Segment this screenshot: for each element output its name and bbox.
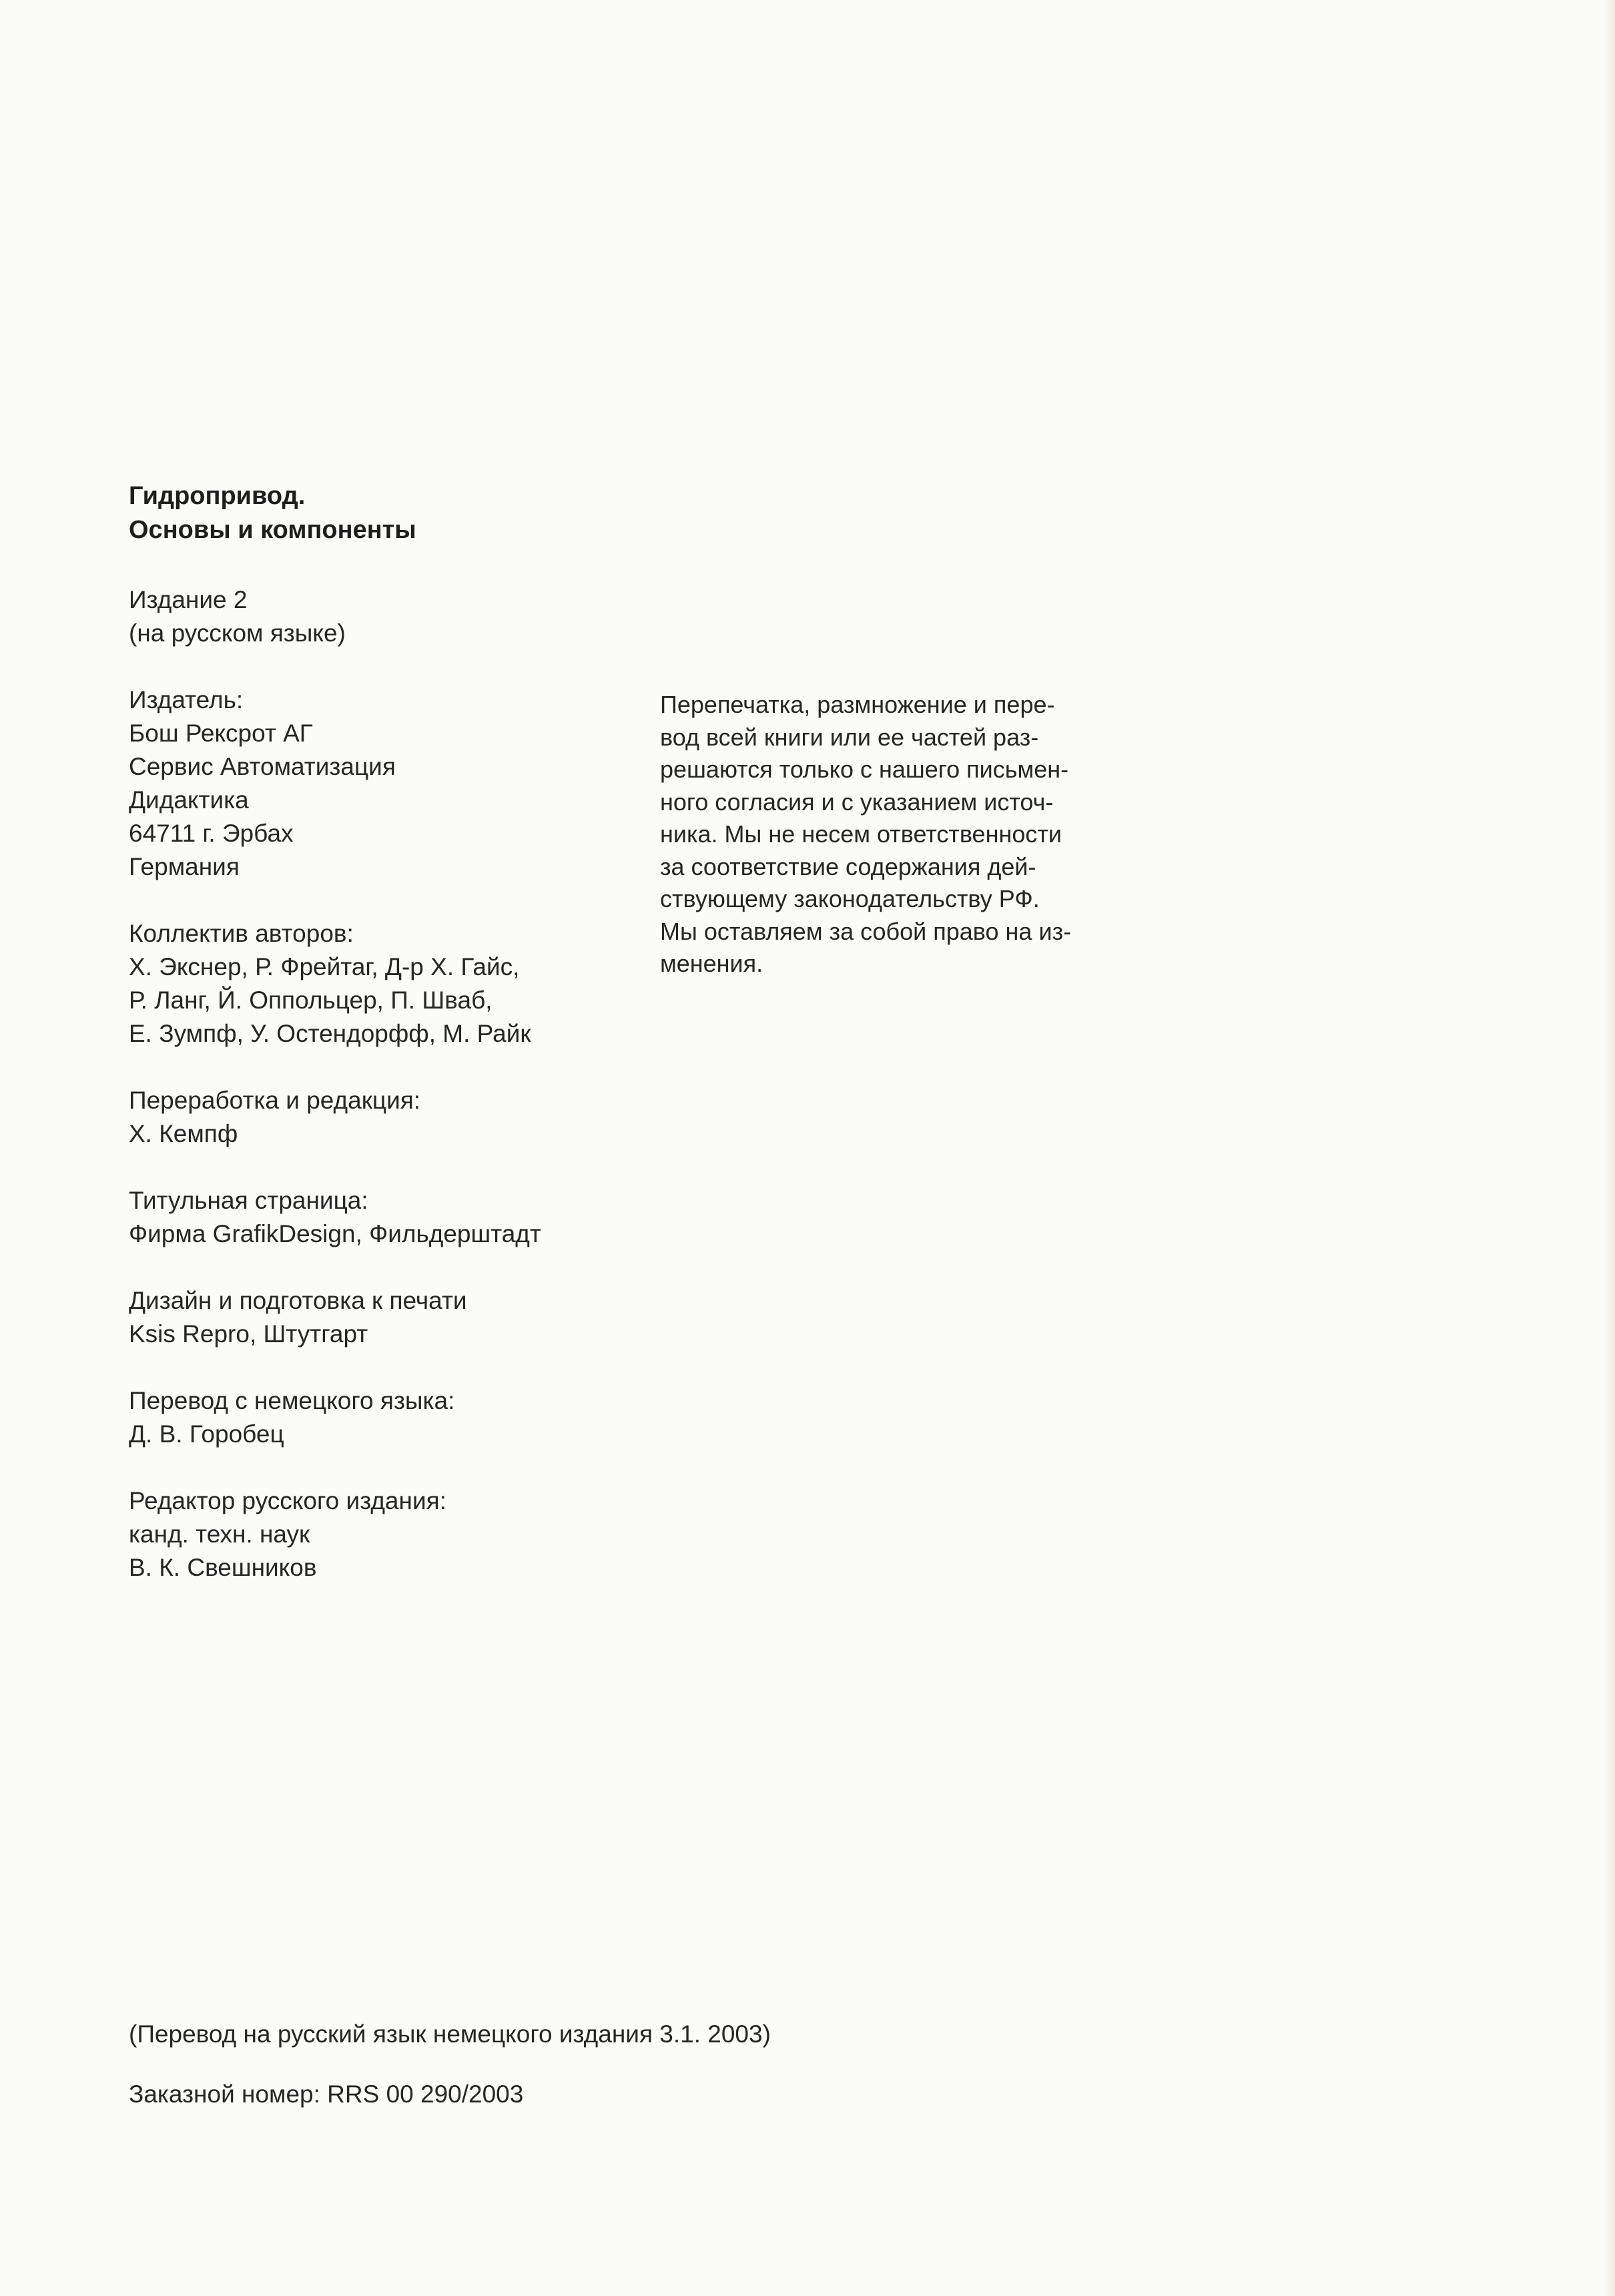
copyright-line: ного согласия и с указанием источ-	[660, 788, 1054, 816]
page-edge-shadow	[1603, 0, 1615, 2296]
russian-editor-line: канд. техн. наук	[129, 1520, 310, 1548]
copyright-line: за соответствие содержания дей-	[660, 852, 1036, 880]
copyright-line: Мы оставляем за собой право на из-	[660, 917, 1072, 945]
design-label: Дизайн и подготовка к печати	[129, 1287, 467, 1314]
authors-line: Х. Экснер, Р. Фрейтаг, Д-р Х. Гайс,	[129, 953, 520, 980]
copyright-line: Перепечатка, размножение и пере-	[660, 691, 1055, 718]
authors-line: Р. Ланг, Й. Оппольцер, П. Шваб,	[129, 986, 493, 1014]
russian-editor-line: В. К. Свешников	[129, 1554, 317, 1581]
publisher-info	[129, 683, 396, 884]
editing-label: Переработка и редакция:	[129, 1087, 421, 1114]
title-page-label: Титульная страница:	[129, 1187, 368, 1214]
copyright-notice	[660, 689, 1141, 980]
translation-label: Перевод с немецкого языка:	[129, 1387, 455, 1414]
publisher-line: Дидактика	[129, 786, 249, 814]
publisher-label: Издатель:	[129, 686, 244, 713]
book-title	[129, 479, 416, 547]
title-page-line: Фирма GrafikDesign, Фильдерштадт	[129, 1220, 541, 1247]
edition-number: Издание 2	[129, 586, 248, 613]
design-line: Ksis Repro, Штутгарт	[129, 1320, 368, 1348]
authors-line: Е. Зумпф, У. Остендорфф, М. Райк	[129, 1020, 531, 1047]
design-info	[129, 1284, 467, 1351]
translation-line: Д. В. Горобец	[129, 1420, 284, 1448]
book-title-line-1: Гидропривод.	[129, 482, 306, 510]
translation-info	[129, 1384, 454, 1451]
russian-editor-info	[129, 1484, 446, 1585]
edition-language: (на русском языке)	[129, 619, 346, 647]
authors-info	[129, 917, 531, 1051]
publisher-line: Германия	[129, 853, 240, 880]
copyright-line: решаются только с нашего письмен-	[660, 756, 1069, 783]
title-page-info	[129, 1184, 541, 1251]
book-title-line-2: Основы и компоненты	[129, 516, 416, 544]
order-number: Заказной номер: RRS 00 290/2003	[129, 2080, 524, 2108]
publisher-line: Бош Рексрот АГ	[129, 720, 313, 747]
copyright-line: ника. Мы не несем ответственности	[660, 820, 1062, 848]
translation-note: (Перевод на русский язык немецкого издания 3.1. 2003)	[129, 2020, 771, 2048]
publisher-line: Сервис Автоматизация	[129, 753, 396, 780]
copyright-line: вод всей книги или ее частей раз-	[660, 723, 1039, 751]
russian-editor-label: Редактор русского издания:	[129, 1487, 446, 1514]
editing-line: Х. Кемпф	[129, 1120, 238, 1147]
copyright-line: ствующему законодательству РФ.	[660, 885, 1040, 912]
publisher-line: 64711 г. Эрбах	[129, 820, 294, 847]
copyright-line: менения.	[660, 950, 763, 977]
edition-info	[129, 583, 346, 650]
editing-info	[129, 1084, 420, 1151]
authors-label: Коллектив авторов:	[129, 920, 354, 947]
